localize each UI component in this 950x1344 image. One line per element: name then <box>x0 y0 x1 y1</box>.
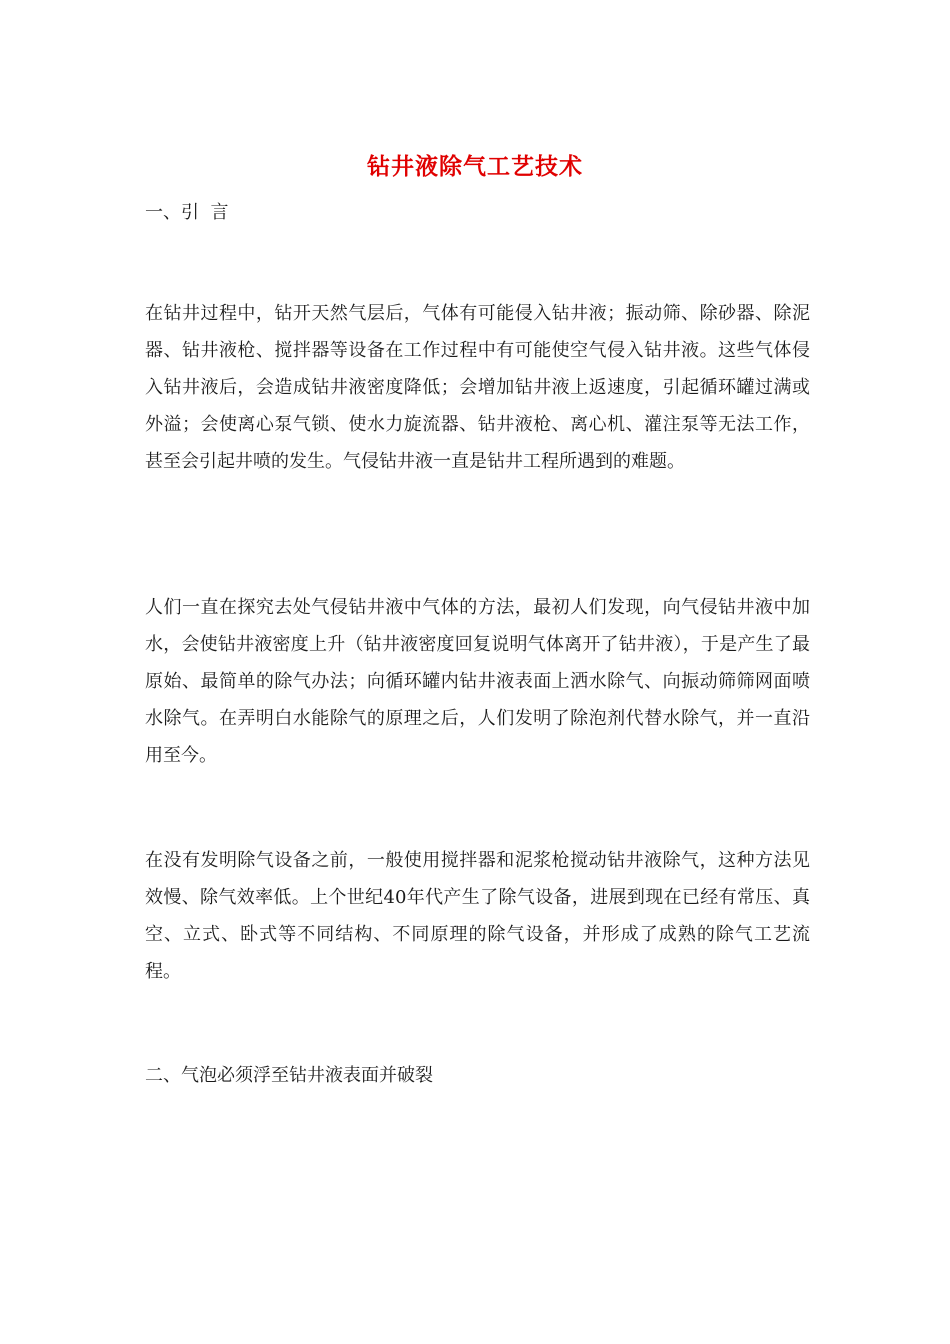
section-heading-bubbles: 二、气泡必须浮至钻井液表面并破裂 <box>145 1065 433 1086</box>
paragraph-2: 人们一直在探究去处气侵钻井液中气体的方法，最初人们发现，向气侵钻井液中加水，会使钻井液密度上升（钻井液密度回复说明气体离开了钻井液），于是产生了最原始、最简单的除气办法；向循环罐内钻井液表面上洒水除气、向振动筛筛网面喷水除气。在弄明白水能除气的原理之后，人们发明了除泡剂代替水除气，并一直沿用至今。 <box>145 597 810 766</box>
document-title: 钻井液除气工艺技术 <box>367 154 583 180</box>
paragraph-3: 在没有发明除气设备之前，一般使用搅拌器和泥浆枪搅动钻井液除气，这种方法见效慢、除气效率低。上个世纪40年代产生了除气设备，进展到现在已经有常压、真空、立式、卧式等不同结构、不同原理的除气设备，并形成了成熟的除气工艺流程。 <box>145 850 810 982</box>
paragraph-1: 在钻井过程中，钻开天然气层后，气体有可能侵入钻井液；振动筛、除砂器、除泥器、钻井液枪、搅拌器等设备在工作过程中有可能使空气侵入钻井液。这些气体侵入钻井液后，会造成钻井液密度降低；会增加钻井液上返速度，引起循环罐过满或外溢；会使离心泵气锁、使水力旋流器、钻井液枪、离心机、灌注泵等无法工作，甚至会引起井喷的发生。气侵钻井液一直是钻井工程所遇到的难题。 <box>145 303 810 472</box>
section-heading-introduction: 一、引 言 <box>145 202 229 223</box>
